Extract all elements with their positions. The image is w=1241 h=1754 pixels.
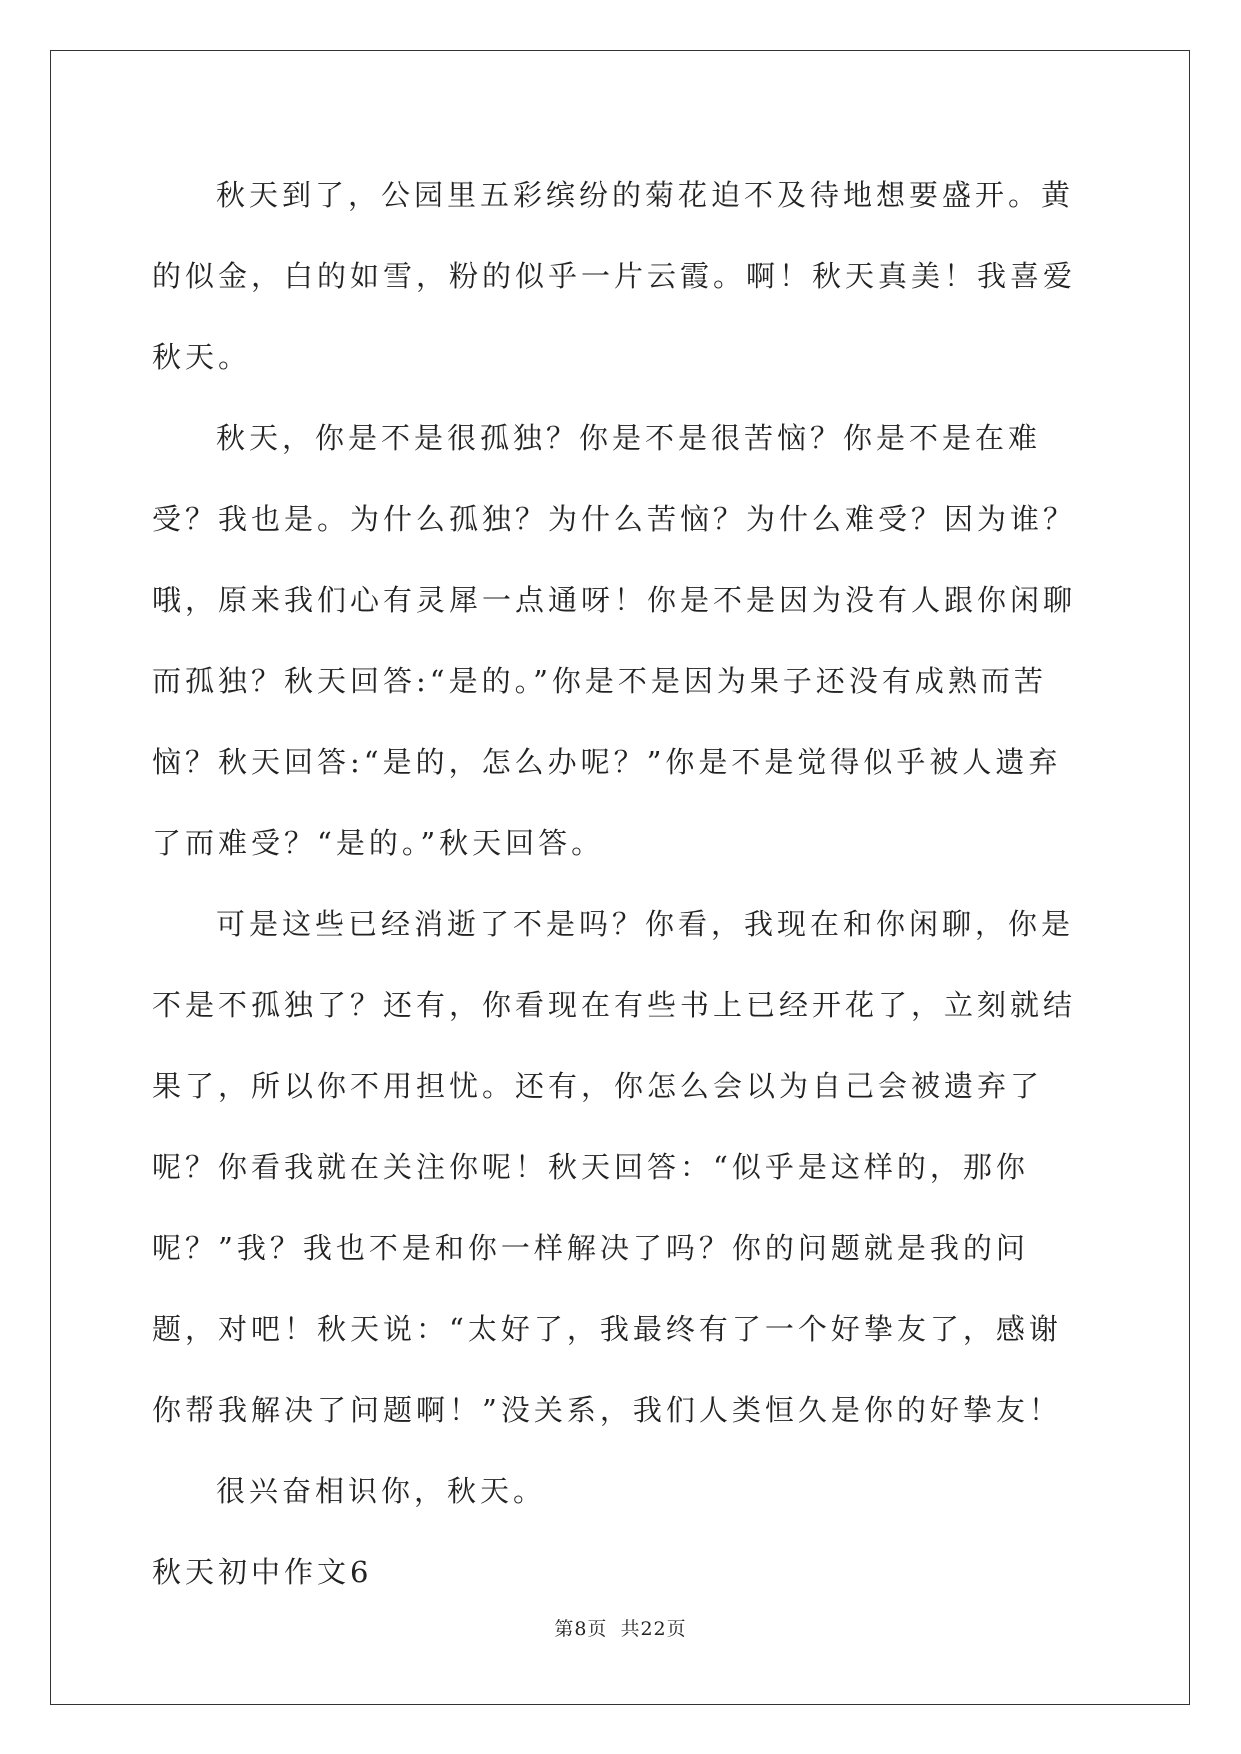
section-heading: 秋天初中作文6 xyxy=(152,1555,373,1589)
page-footer xyxy=(0,1614,1241,1641)
paragraph-1: 秋天到了，公园里五彩缤纷的菊花迫不及待地想要盛开。黄的似金，白的如雪，粉的似乎一片云霞。啊！秋天真美！我喜爱秋天。 xyxy=(152,178,1077,374)
paragraph-2: 秋天，你是不是很孤独？你是不是很苦恼？你是不是在难受？我也是。为什么孤独？为什么苦恼？为什么难受？因为谁？哦，原来我们心有灵犀一点通呀！你是不是因为没有人跟你闲聊而孤独？秋天回答:“是的。”你是不是因为果子还没有成熟而苦恼？秋天回答:“是的，怎么办呢？”你是不是觉得似乎被人遗弃了而难受？“是的。”秋天回答。 xyxy=(152,421,1077,860)
document-body xyxy=(152,155,1092,1613)
paragraph-3: 可是这些已经消逝了不是吗？你看，我现在和你闲聊，你是不是不孤独了？还有，你看现在有些书上已经开花了，立刻就结果了，所以你不用担忧。还有，你怎么会以为自己会被遗弃了呢？你看我就在关注你呢！秋天回答：“似乎是这样的，那你呢？”我？我也不是和你一样解决了吗？你的问题就是我的问题，对吧！秋天说：“太好了，我最终有了一个好挚友了，感谢你帮我解决了问题啊！”没关系，我们人类恒久是你的好挚友！ xyxy=(152,907,1077,1427)
total-pages-label: 共22页 xyxy=(620,1618,687,1640)
current-page-label: 第8页 xyxy=(554,1618,608,1640)
paragraph-4: 很兴奋相识你，秋天。 xyxy=(216,1474,547,1508)
